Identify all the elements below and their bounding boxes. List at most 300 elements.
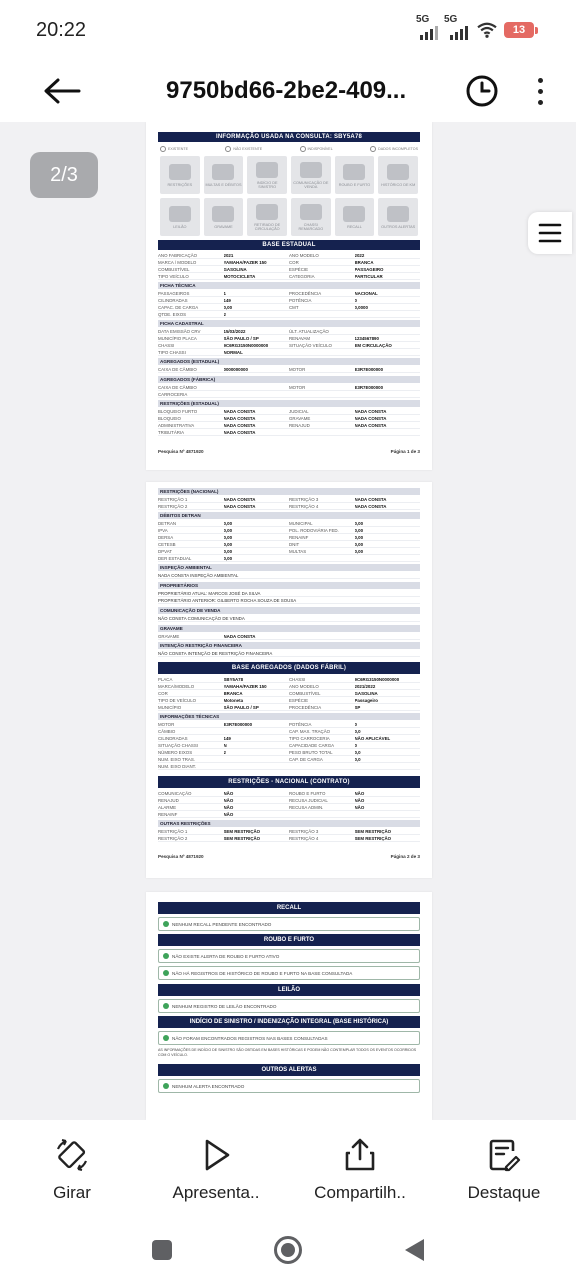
car-km-icon: HISTÓRICO DE KM xyxy=(378,156,418,194)
field-value: 0,00 xyxy=(354,535,364,540)
field-label xyxy=(289,633,355,639)
section-header: OUTROS ALERTAS xyxy=(158,1064,420,1076)
field-value: 0 xyxy=(354,722,357,727)
check-circle-icon xyxy=(163,1035,169,1041)
subsection-header: DÉBITOS DETRAN xyxy=(158,512,420,519)
table-row xyxy=(158,259,420,266)
triangle-back-icon xyxy=(402,1237,426,1263)
back-nav-button[interactable] xyxy=(399,1235,429,1265)
field-label: CHASSI xyxy=(158,343,175,348)
field-label: RESTRIÇÃO 2 xyxy=(158,504,188,509)
data-table xyxy=(158,408,420,436)
table-row xyxy=(158,548,420,555)
field-value: NADA CONSTA xyxy=(354,416,387,421)
present-label: Apresenta.. xyxy=(172,1183,260,1202)
field-label: CAP. DE CARGA xyxy=(289,757,323,762)
field-value: 0,00 xyxy=(223,535,233,540)
arrow-left-icon xyxy=(43,77,81,105)
app-bar xyxy=(0,60,576,122)
field-value: 2022 xyxy=(354,253,365,258)
chassis-icon: CHASSI REMARCADO xyxy=(291,198,331,236)
field-label: RENAJUD xyxy=(289,423,310,428)
text-row: PROPRIETÁRIO ANTERIOR: GILBERTO ROCHA SOUZA DE SOUSA xyxy=(158,597,420,604)
section-header: INDÍCIO DE SINISTRO / INDENIZAÇÃO INTEGRAL (BASE HISTÓRICA) xyxy=(158,1016,420,1028)
recall-section xyxy=(158,902,420,931)
field-value xyxy=(355,811,421,817)
section-header: RESTRIÇÕES - NACIONAL (CONTRATO) xyxy=(158,776,420,788)
text-row: NÃO CONSTA INTENÇÃO DE RESTRIÇÃO FINANCEIRA xyxy=(158,650,420,657)
share-button[interactable] xyxy=(288,1120,432,1220)
field-label: TIPO CHASSI xyxy=(158,350,186,355)
pdf-page-3 xyxy=(146,892,432,1120)
field-label: CATEGORIA xyxy=(289,274,315,279)
field-label: DERSA xyxy=(158,535,174,540)
subsection-header: RESTRIÇÕES (NACIONAL) xyxy=(158,488,420,495)
field-label xyxy=(289,811,355,817)
table-row xyxy=(158,683,420,690)
field-value xyxy=(224,763,290,769)
field-label xyxy=(289,391,355,397)
table-row xyxy=(158,742,420,749)
field-value: Motoneta xyxy=(223,698,244,703)
subsection-header: COMUNICAÇÃO DE VENDA xyxy=(158,607,420,614)
bottom-toolbar xyxy=(0,1120,576,1220)
table-row xyxy=(158,366,420,373)
auction-section xyxy=(158,984,420,1013)
field-value xyxy=(355,429,421,435)
table-row xyxy=(158,749,420,756)
field-value: NADA CONSTA xyxy=(354,497,387,502)
field-label: QTDE. EIXOS xyxy=(158,312,187,317)
field-value: SP xyxy=(354,705,361,710)
field-value: NADA CONSTA xyxy=(223,409,256,414)
field-label: CÂMBIO xyxy=(158,729,176,734)
field-value: 0,00 xyxy=(223,521,233,526)
data-table xyxy=(158,676,420,711)
field-label: CAIXA DE CÂMBIO xyxy=(158,367,197,372)
status-icons xyxy=(416,14,538,40)
field-label: ADMINISTRATIVA xyxy=(158,423,195,428)
field-value: 0,00 xyxy=(223,305,233,310)
field-label: ESPÉCIE xyxy=(289,698,309,703)
field-label: RESTRIÇÃO 3 xyxy=(289,497,319,502)
field-label: DNIT xyxy=(289,542,300,547)
more-options-button[interactable] xyxy=(530,73,550,109)
field-label: SITUAÇÃO CHASSI xyxy=(158,743,199,748)
field-label: TIPO DE VEÍCULO xyxy=(158,698,197,703)
pdf-viewer[interactable] xyxy=(0,122,576,1120)
field-label: RESTRIÇÃO 4 xyxy=(289,504,319,509)
battery-level: 13 xyxy=(504,22,534,38)
field-label: PESO BRUTO TOTAL xyxy=(289,750,333,755)
restrictions-icon: RESTRIÇÕES xyxy=(160,156,200,194)
field-value: E3R7E000000 xyxy=(223,722,253,727)
field-value: SEM RESTRIÇÃO xyxy=(223,836,261,841)
field-label: DETRAN xyxy=(158,521,177,526)
field-value: NACIONAL xyxy=(354,291,378,296)
field-label: COR xyxy=(289,260,299,265)
field-value: 0,00 xyxy=(354,528,364,533)
field-value: 149 xyxy=(223,736,231,741)
check-circle-icon xyxy=(163,1003,169,1009)
table-row xyxy=(158,835,420,842)
field-value: 149 xyxy=(223,298,231,303)
subsection-header: INTENÇÃO RESTRIÇÃO FINANCEIRA xyxy=(158,642,420,649)
alert-item: NENHUM ALERTA ENCONTRADO xyxy=(158,1079,420,1093)
page-indicator: 2/3 xyxy=(30,152,98,198)
field-label: PROCEDÊNCIA xyxy=(289,705,322,710)
table-row xyxy=(158,384,420,391)
field-label: RESTRIÇÃO 3 xyxy=(289,829,319,834)
network-type-label-2: 5G xyxy=(444,14,458,25)
field-value: BRANCA xyxy=(354,260,374,265)
menu-icon xyxy=(538,222,562,244)
recall-car-icon: RECALL xyxy=(335,198,375,236)
page-footer: Pesquisa Nº 4871920 Página 1 de 3 xyxy=(158,449,420,454)
field-label: PLACA xyxy=(158,677,173,682)
signal-icon-2 xyxy=(444,14,470,40)
subsection-header: GRAVAME xyxy=(158,625,420,632)
table-row xyxy=(158,534,420,541)
field-label: MUNICÍPIO PLACA xyxy=(158,336,197,341)
signal-icon xyxy=(416,14,438,40)
subsection-header: FICHA CADASTRAL xyxy=(158,320,420,327)
check-circle-icon xyxy=(163,970,169,976)
field-label: CETESB xyxy=(158,542,176,547)
alert-item: NENHUM REGISTRO DE LEILÃO ENCONTRADO xyxy=(158,999,420,1013)
data-table xyxy=(158,828,420,842)
field-value: N xyxy=(223,743,227,748)
table-row xyxy=(158,728,420,735)
table-row xyxy=(158,541,420,548)
data-table xyxy=(158,290,420,318)
field-label: BLOQUEIO FURTO xyxy=(158,409,198,414)
table-row xyxy=(158,520,420,527)
table-row xyxy=(158,496,420,503)
field-value: 0,00 xyxy=(354,549,364,554)
field-label: MOTOR xyxy=(289,385,306,390)
field-label xyxy=(289,555,355,561)
table-row xyxy=(158,429,420,436)
check-circle-icon xyxy=(163,953,169,959)
status-legend: EXISTENTE NÃO EXISTENTE INDISPONÍVEL DADOS INCOMPLETOS xyxy=(160,146,418,152)
section-header: RECALL xyxy=(158,902,420,914)
field-value: 0000000000 xyxy=(223,367,248,372)
field-value: YAMAHA/FAZER 150 xyxy=(223,684,267,689)
recent-apps-button[interactable] xyxy=(147,1235,177,1265)
text-row: PROPRIETÁRIO ATUAL: MARCOS JOSÉ DA SILVA xyxy=(158,590,420,597)
field-label: DATA EMISSÃO CRV xyxy=(158,329,201,334)
table-row xyxy=(158,304,420,311)
field-label xyxy=(289,311,355,317)
field-label: ROUBO E FURTO xyxy=(289,791,326,796)
field-label: CAPAC. DE CARGA xyxy=(158,305,199,310)
field-value: NÃO xyxy=(354,791,365,796)
subsection-header: AGREGADOS (FÁBRICA) xyxy=(158,376,420,383)
field-label: RESTRIÇÃO 1 xyxy=(158,829,188,834)
field-label: MUNICIPAL xyxy=(289,521,313,526)
rotate-button[interactable] xyxy=(0,1120,144,1220)
table-row xyxy=(158,790,420,797)
table-of-contents-button[interactable] xyxy=(528,212,572,254)
field-label: TRIBUTÁRIA xyxy=(158,430,185,435)
page-footer: Pesquisa Nº 4871920 Página 2 de 3 xyxy=(158,854,420,859)
field-value: 9C6RG3150N0000000 xyxy=(354,677,400,682)
field-value: SEM RESTRIÇÃO xyxy=(354,836,392,841)
home-button[interactable] xyxy=(273,1235,303,1265)
highlight-edit-icon xyxy=(486,1137,522,1173)
back-button[interactable] xyxy=(42,71,82,111)
field-value: 15/03/2022 xyxy=(223,329,246,334)
table-row xyxy=(158,690,420,697)
field-label: MULTAS xyxy=(289,549,307,554)
text-row: NÃO CONSTA COMUNICAÇÃO DE VENDA xyxy=(158,615,420,622)
field-value xyxy=(224,391,290,397)
field-label: RENAJUD xyxy=(158,798,179,803)
field-label: RESTRIÇÃO 2 xyxy=(158,836,188,841)
field-label: JUDICIAL xyxy=(289,409,309,414)
field-label: CMT xyxy=(289,305,299,310)
text-row: NADA CONSTA INSPEÇÃO AMBIENTAL xyxy=(158,572,420,579)
field-label: ÚLT. ATUALIZAÇÃO xyxy=(289,329,329,334)
field-value: 0,0 xyxy=(354,757,361,762)
field-label: RECUSA JUDICIAL xyxy=(289,798,328,803)
field-value: NADA CONSTA xyxy=(223,423,256,428)
field-value: 1234567890 xyxy=(354,336,379,341)
field-value: PASSAGEIRO xyxy=(354,267,384,272)
table-row xyxy=(158,828,420,835)
field-value: GASOLINA xyxy=(354,691,378,696)
sale-notice-icon: COMUNICAÇÃO DE VENDA xyxy=(291,156,331,194)
field-value: SÃO PAULO / SP xyxy=(223,705,259,710)
field-label: IPVA xyxy=(158,528,168,533)
table-row xyxy=(158,297,420,304)
field-label: BLOQUEIO xyxy=(158,416,181,421)
field-value: NÃO xyxy=(354,805,365,810)
table-row xyxy=(158,756,420,763)
rotate-icon xyxy=(54,1137,90,1173)
field-value: 0 xyxy=(354,743,357,748)
section-header: BASE ESTADUAL xyxy=(158,240,420,250)
field-label: ALARME xyxy=(158,805,177,810)
field-value: YAMAHA/FAZER 150 xyxy=(223,260,267,265)
field-value: SBY5A78 xyxy=(223,677,244,682)
subsection-header: INSPEÇÃO AMBIENTAL xyxy=(158,564,420,571)
field-value: NÃO xyxy=(223,812,234,817)
field-label: TIPO CARROCERIA xyxy=(289,736,330,741)
rotate-label: Girar xyxy=(53,1183,91,1202)
system-navigation-bar xyxy=(0,1220,576,1280)
subsection-header: AGREGADOS (ESTADUAL) xyxy=(158,358,420,365)
data-table xyxy=(158,520,420,562)
field-label: MUNICÍPIO xyxy=(158,705,182,710)
subsection-header: OUTRAS RESTRIÇÕES xyxy=(158,820,420,827)
field-label: PROCEDÊNCIA xyxy=(289,291,322,296)
document-title: 9750bd66-2be2-409... xyxy=(166,77,407,104)
alert-item: NÃO HÁ REGISTROS DE HISTÓRICO DE ROUBO E FURTO NA BASE CONSULTADA xyxy=(158,966,420,980)
other-alerts-section xyxy=(158,1064,420,1093)
field-value: 0 xyxy=(354,298,357,303)
subsection-header: RESTRIÇÕES (ESTADUAL) xyxy=(158,400,420,407)
section-header: ROUBO E FURTO xyxy=(158,934,420,946)
status-bar xyxy=(0,0,576,60)
subsection-header: INFORMAÇÕES TÉCNICAS xyxy=(158,713,420,720)
other-alerts-icon: OUTROS ALERTAS xyxy=(378,198,418,236)
dot-icon xyxy=(538,78,543,83)
table-row xyxy=(158,415,420,422)
alert-item: NENHUM RECALL PENDENTE ENCONTRADO xyxy=(158,917,420,931)
field-value xyxy=(355,328,421,334)
field-value: NADA CONSTA xyxy=(354,423,387,428)
field-value: MOTOCICLETA xyxy=(223,274,256,279)
disclaimer-note: AS INFORMAÇÕES DE INDÍCIO DE SINISTRO SÃO OBTIDAS EM BASES HISTÓRICAS E PODEM NÃO CONTEMPLAR TODOS OS EVENTOS OCORRIDOS COM O VEÍCULO. xyxy=(158,1048,417,1057)
field-value xyxy=(355,311,421,317)
field-value: NADA CONSTA xyxy=(223,416,256,421)
pdf-page-2 xyxy=(146,482,432,878)
field-value: NADA CONSTA xyxy=(223,504,256,509)
field-label: MARCA / MODELO xyxy=(158,260,197,265)
field-value: NADA CONSTA xyxy=(354,504,387,509)
field-label: NUM. EIXO TRAS. xyxy=(158,757,196,762)
history-clock-icon[interactable] xyxy=(464,73,500,109)
alert-item: NÃO EXISTE ALERTA DE ROUBO E FURTO ATIVO xyxy=(158,949,420,963)
field-label: RECUSA ADMIN. xyxy=(289,805,324,810)
field-label: MOTOR xyxy=(289,367,306,372)
auction-hammer-icon: LEILÃO xyxy=(160,198,200,236)
field-value: 0,00 xyxy=(354,521,364,526)
circulation-icon: RETIRADO DE CIRCULAÇÃO xyxy=(247,198,287,236)
field-label: MARCA/MODELO xyxy=(158,684,195,689)
field-label: COMBUSTÍVEL xyxy=(158,267,190,272)
field-label: RENAINF xyxy=(158,812,178,817)
dot-icon xyxy=(538,89,543,94)
field-label xyxy=(289,429,355,435)
data-table xyxy=(158,496,420,510)
field-value xyxy=(355,349,421,355)
field-label: NUM. EIXO DIANT. xyxy=(158,764,197,769)
check-icon-grid xyxy=(160,156,418,236)
alert-item: NÃO FORAM ENCONTRADOS REGISTROS NAS BASES CONSULTADAS xyxy=(158,1031,420,1045)
field-value xyxy=(224,384,290,390)
theft-icon: ROUBO E FURTO xyxy=(335,156,375,194)
square-icon xyxy=(151,1239,173,1261)
network-type-label: 5G xyxy=(416,14,430,25)
highlight-label: Destaque xyxy=(467,1183,541,1202)
field-value xyxy=(355,633,421,639)
table-row xyxy=(158,804,420,811)
table-row xyxy=(158,763,420,770)
table-row xyxy=(158,735,420,742)
play-icon xyxy=(198,1137,234,1173)
share-icon xyxy=(342,1137,378,1173)
present-button[interactable] xyxy=(144,1120,288,1220)
data-table xyxy=(158,328,420,356)
field-label: ANO MODELO xyxy=(289,684,319,689)
field-value: 2021 xyxy=(223,253,234,258)
field-label: POL. RODOVIÁRIA FED. xyxy=(289,528,339,533)
field-label: CHASSI xyxy=(289,677,306,682)
table-row xyxy=(158,797,420,804)
field-value: 0,00 xyxy=(223,528,233,533)
table-row xyxy=(158,349,420,356)
check-circle-icon xyxy=(163,921,169,927)
field-label: ANO MODELO xyxy=(289,253,319,258)
table-row xyxy=(158,408,420,415)
field-value: NADA CONSTA xyxy=(354,409,387,414)
field-value: 2021/2022 xyxy=(354,684,376,689)
field-label: CILINDRADAS xyxy=(158,298,188,303)
field-value: 0,00 xyxy=(354,542,364,547)
section-header: LEILÃO xyxy=(158,984,420,996)
field-value: 0,00 xyxy=(223,542,233,547)
lien-icon: GRAVAME xyxy=(204,198,244,236)
share-label: Compartilh.. xyxy=(314,1183,406,1202)
table-row xyxy=(158,633,420,640)
table-row xyxy=(158,422,420,429)
field-value: PARTICULAR xyxy=(354,274,383,279)
data-table xyxy=(158,790,420,818)
field-value: 0,00 xyxy=(223,556,233,561)
field-value: 0,0 xyxy=(354,750,361,755)
field-label: POTÊNCIA xyxy=(289,298,312,303)
subsection-header: PROPRIETÁRIOS xyxy=(158,582,420,589)
field-value: BRANCA xyxy=(223,691,243,696)
table-row xyxy=(158,704,420,711)
check-circle-icon xyxy=(163,1083,169,1089)
field-value: EM CIRCULAÇÃO xyxy=(354,343,392,348)
field-label: TIPO VEÍCULO xyxy=(158,274,189,279)
table-row xyxy=(158,252,420,259)
field-label xyxy=(289,349,355,355)
field-value: E3R7E000000 xyxy=(354,385,384,390)
table-row xyxy=(158,328,420,335)
field-label: GRAVAME xyxy=(158,634,180,639)
table-row xyxy=(158,273,420,280)
field-value xyxy=(355,391,421,397)
table-row xyxy=(158,811,420,818)
field-value: NÃO xyxy=(354,798,365,803)
field-value: 9C6RG3150N0000000 xyxy=(223,343,269,348)
data-table xyxy=(158,721,420,770)
field-label: CAPACIDADE CARGA xyxy=(289,743,335,748)
field-label: RESTRIÇÃO 4 xyxy=(289,836,319,841)
highlight-button[interactable] xyxy=(432,1120,576,1220)
theft-section xyxy=(158,934,420,980)
home-circle-icon xyxy=(273,1235,303,1265)
field-value: E3R7E000000 xyxy=(354,367,384,372)
data-table xyxy=(158,366,420,373)
data-table xyxy=(158,252,420,280)
section-header: BASE AGREGADOS (DADOS FÁBRIL) xyxy=(158,662,420,674)
field-label: DER ESTADUAL xyxy=(158,556,192,561)
field-value xyxy=(224,728,290,734)
field-label: PASSAGEIROS xyxy=(158,291,190,296)
table-row xyxy=(158,266,420,273)
field-value xyxy=(224,756,290,762)
field-value: NORMAL xyxy=(223,350,243,355)
table-row xyxy=(158,697,420,704)
field-label: SITUAÇÃO VEÍCULO xyxy=(289,343,332,348)
table-row xyxy=(158,335,420,342)
field-label: RENAINF xyxy=(289,535,309,540)
field-value: SÃO PAULO / SP xyxy=(223,336,259,341)
dot-icon xyxy=(538,100,543,105)
table-row xyxy=(158,527,420,534)
field-label: RENAVAM xyxy=(289,336,311,341)
table-row xyxy=(158,676,420,683)
field-value: NADA CONSTA xyxy=(223,634,256,639)
field-value: GASOLINA xyxy=(223,267,247,272)
